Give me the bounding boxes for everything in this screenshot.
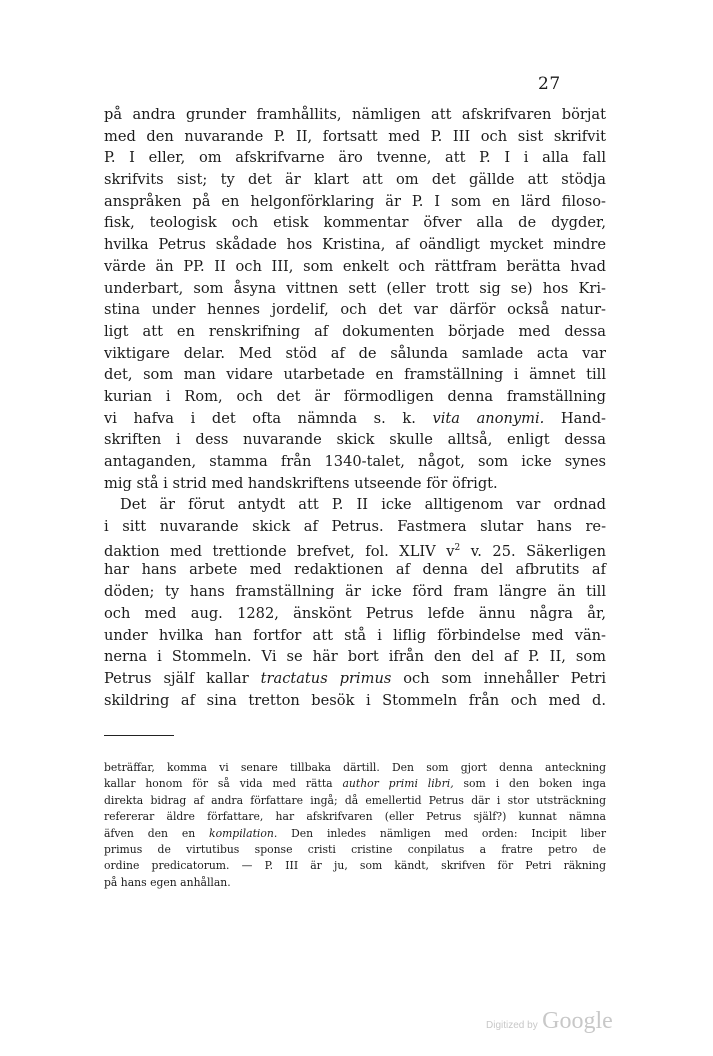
body-line-start: Petrus själf kallar <box>104 669 261 687</box>
body-line: hvilka Petrus skådade hos Kristina, af oändligt mycket mindre <box>104 236 606 254</box>
body-line: P. I eller, om afskrifvarne äro tvenne, att P. I i alla fall <box>104 149 606 167</box>
body-line: i sitt nuvarande skick af Petrus. Fastmera slutar hans re- <box>104 518 606 536</box>
watermark-small-text: Digitized by <box>486 1020 538 1031</box>
body-line: skrifvits sist; ty det är klart att om det gällde att stödja <box>104 171 606 189</box>
superscript: 2 <box>454 542 461 553</box>
body-line <box>104 538 606 560</box>
footnotes <box>104 760 606 891</box>
body-line-start: daktion med trettionde brefvet, fol. XLIV v <box>104 542 455 560</box>
body-line-end: v. 25. Säkerligen <box>470 542 607 560</box>
body-line: kurian i Rom, och det är förmodligen denna framställning <box>104 387 606 405</box>
footnote-line: på hans egen anhållan. <box>104 875 231 889</box>
body-line: viktigare delar. Med stöd af de sålunda samlade acta var <box>104 344 606 362</box>
body-line: nerna i Stommeln. Vi se här bort ifrån den del af P. II, som <box>104 648 606 666</box>
vita-anonymi-italic: vita anonymi. <box>432 409 545 427</box>
footnote-line: beträffar, komma vi senare tillbaka därtill. Den som gjort denna anteckning <box>104 761 606 774</box>
body-line-end: och som innehåller Petri <box>391 669 606 687</box>
body-line: Det är förut antydt att P. II icke alltigenom var ordnad <box>120 496 606 514</box>
body-line: värde än PP. II och III, som enkelt och rättfram berätta hvad <box>104 257 606 275</box>
body-line: skriften i dess nuvarande skick skulle alltså, enligt dessa <box>104 431 606 449</box>
body-line <box>104 668 606 690</box>
footnote-line-end: som i den boken inga <box>453 777 606 791</box>
body-line: anspråken på en helgonförklaring är P. I som en lärd filoso- <box>104 192 606 210</box>
body-line: har hans arbete med redaktionen af denna del afbrutits af <box>104 561 606 579</box>
footnote-line <box>104 826 606 842</box>
footnote-divider <box>104 735 174 736</box>
body-line: ligt att en renskrifning af dokumenten började med dessa <box>104 322 606 340</box>
body-line: fisk, teologisk och etisk kommentar öfver alla de dygder, <box>104 214 606 232</box>
body-line: underbart, som åsyna vittnen sett (eller trott sig se) hos Kri- <box>104 279 606 297</box>
body-line <box>104 408 606 430</box>
body-line: med den nuvarande P. II, fortsatt med P. III och sist skrifvit <box>104 127 606 145</box>
body-line: skildring af sina tretton besök i Stommeln från och med d. <box>104 691 606 709</box>
footnote-line: refererar äldre författare, har afskrifvaren (eller Petrus själf?) kunnat nämna <box>104 810 606 824</box>
body-text <box>104 104 606 711</box>
footnote-line: ordine predicatorum. — P. III är ju, som kändt, skrifven för Petri räkning <box>104 859 606 873</box>
footnote-line-start: äfven den en <box>104 826 210 840</box>
body-line: mig stå i strid med handskriftens utseende för öfrigt. <box>104 474 498 492</box>
body-line: på andra grunder framhållits, nämligen att afskrifvaren börjat <box>104 106 606 123</box>
body-line: döden; ty hans framställning är icke förd fram längre än till <box>104 583 606 601</box>
footnote-line-end: Den inledes nämligen med orden: Incipit liber <box>277 826 606 840</box>
google-logo: Google <box>542 1008 613 1034</box>
body-line: det, som man vidare utarbetade en framställning i ämnet till <box>104 366 606 384</box>
footnote-line: primus de virtutibus sponse cristi cristine conpilatus a fratre petro de <box>104 842 606 856</box>
body-line: stina under hennes jordelif, och det var därför också natur- <box>104 301 606 319</box>
body-line-end: Hand- <box>544 409 606 427</box>
page-number: 27 <box>538 74 561 94</box>
body-line: och med aug. 1282, änskönt Petrus lefde ännu några år, <box>104 604 606 622</box>
tractatus-primus-italic: tractatus primus <box>260 669 392 687</box>
footnote-line-start: kallar honom för så vida med rätta <box>104 777 343 791</box>
body-line: under hvilka han fortfor att stå i liflig förbindelse med vän- <box>104 626 606 644</box>
author-primi-libri-italic: author primi libri, <box>342 777 454 791</box>
kompilation-italic: kompilation. <box>209 826 278 840</box>
body-line-start: vi hafva i det ofta nämnda s. k. <box>104 409 433 427</box>
footnote-line <box>104 776 606 792</box>
footnote-line: direkta bidrag af andra författare ingå; då emellertid Petrus där i stor utsträckning <box>104 793 606 807</box>
google-watermark <box>486 1008 613 1035</box>
body-line: antaganden, stamma från 1340-talet, något, som icke synes <box>104 453 606 470</box>
